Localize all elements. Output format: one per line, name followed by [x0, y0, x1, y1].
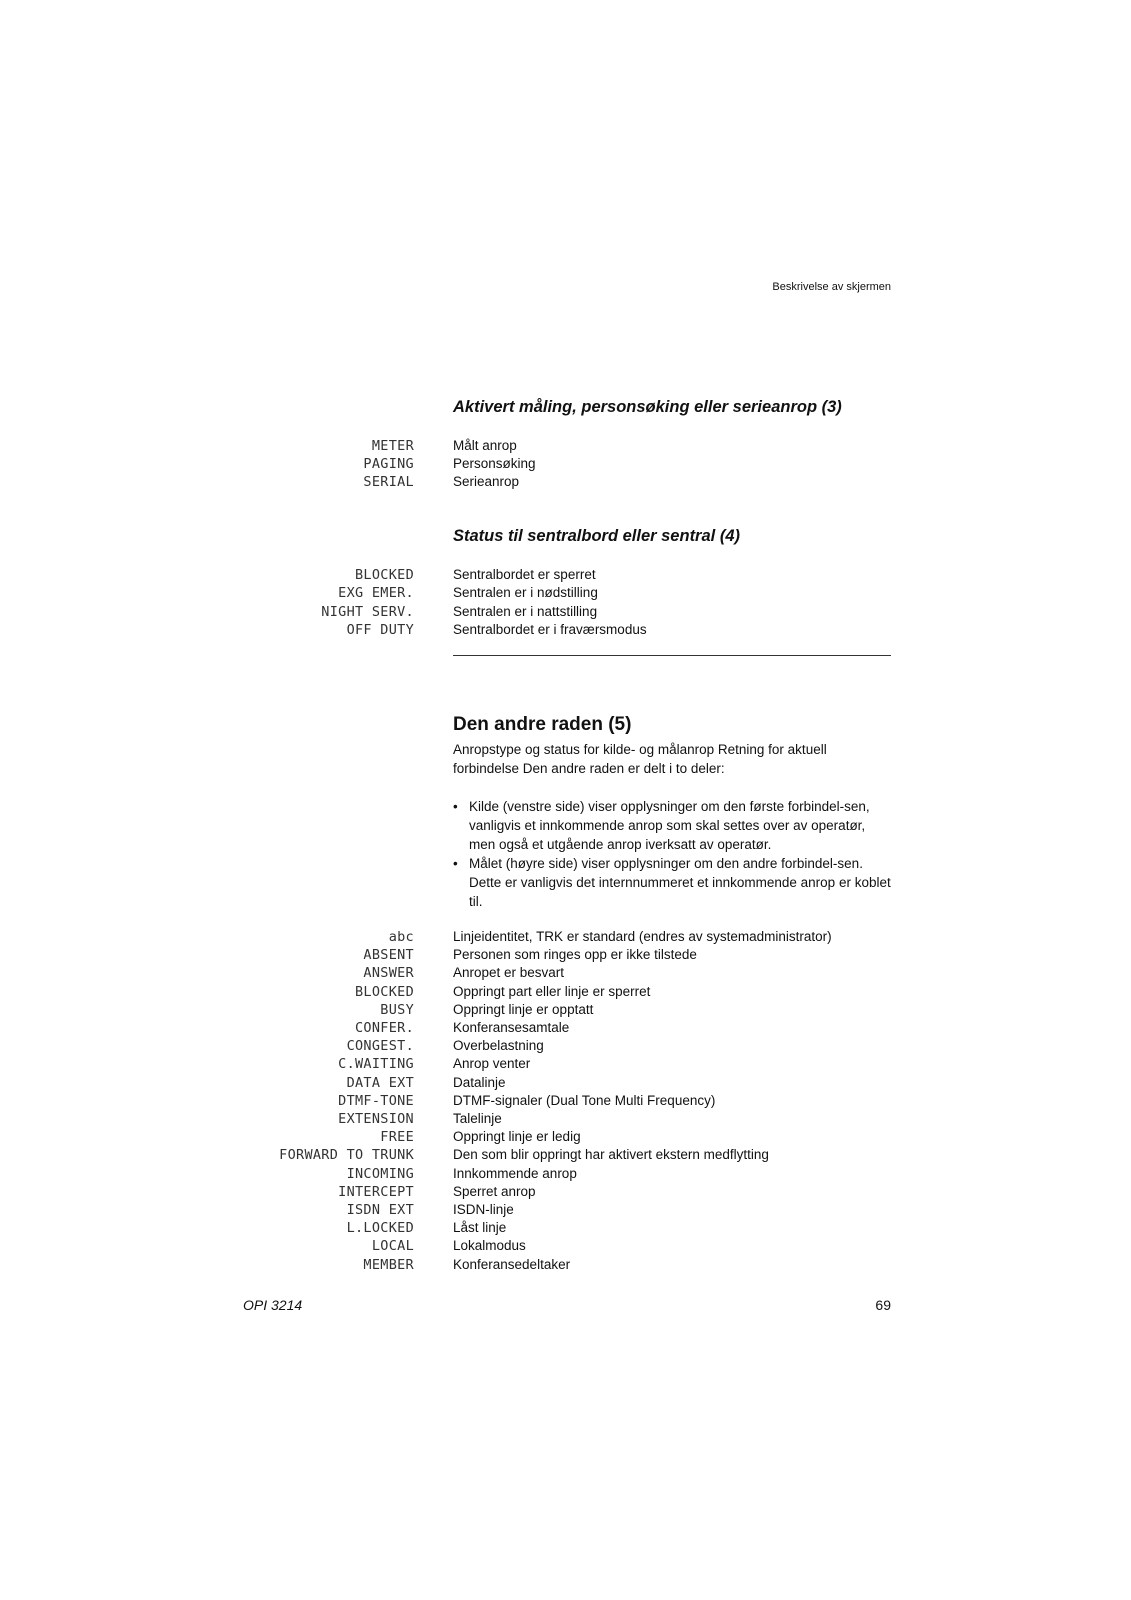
code-row — [0, 1037, 1131, 1055]
code-description: DTMF-signaler (Dual Tone Multi Frequency) — [453, 1092, 716, 1108]
bullet-text: Målet (høyre side) viser opplysninger om den andre forbindel-sen. Dette er vanligvis det internnummeret et innkommende anrop er koblet til. — [469, 856, 891, 909]
code-row — [0, 621, 1131, 639]
code-description: Overbelastning — [453, 1038, 544, 1054]
code-row — [0, 1146, 1131, 1164]
bullet-dot: • — [453, 856, 458, 871]
code-row — [0, 566, 1131, 584]
display-code: CONFER. — [355, 1020, 414, 1036]
display-code: ANSWER — [363, 965, 414, 982]
code-description: Anropet er besvart — [453, 965, 565, 981]
code-row — [0, 1128, 1131, 1146]
display-code: DATA EXT — [346, 1074, 414, 1091]
display-code: SERIAL — [363, 474, 414, 490]
code-description: Anrop venter — [453, 1056, 531, 1072]
display-code: FORWARD TO TRUNK — [279, 1147, 414, 1164]
code-description: Låst linje — [453, 1220, 507, 1236]
bullet-dot: • — [453, 799, 458, 814]
code-description: Konferansesamtale — [453, 1020, 570, 1035]
bullet-text: Kilde (venstre side) viser opplysninger om den første forbindel-sen, vanligvis et innkommende anrop som skal settes over av operatør, men også et utgående anrop iverksatt av operatør. — [469, 799, 870, 852]
code-row — [0, 1165, 1131, 1183]
display-code: INTERCEPT — [338, 1183, 414, 1200]
code-description: Sperret anrop — [453, 1183, 536, 1199]
code-description: Oppringt linje er ledig — [453, 1129, 581, 1145]
footer-product: OPI 3214 — [243, 1297, 303, 1313]
display-code: PAGING — [363, 456, 414, 472]
display-code: CONGEST. — [346, 1038, 414, 1055]
display-code: FREE — [380, 1129, 414, 1146]
code-description: Personsøking — [453, 456, 536, 471]
footer-page-number: 69 — [875, 1297, 891, 1313]
code-description: Serieanrop — [453, 474, 520, 489]
section-title-3: Aktivert måling, personsøking eller serieanrop (3) — [453, 398, 842, 416]
code-description: Lokalmodus — [453, 1238, 526, 1254]
code-row — [0, 437, 1131, 455]
code-row — [0, 603, 1131, 621]
code-description: Sentralen er i nattstilling — [453, 603, 598, 619]
code-row — [0, 584, 1131, 602]
code-description: Linjeidentitet, TRK er standard (endres av systemadministrator) — [453, 929, 832, 944]
section-5-bullets — [453, 797, 893, 911]
code-description: Sentralbordet er sperret — [453, 567, 596, 582]
display-code: L.LOCKED — [346, 1220, 414, 1237]
code-row — [0, 1237, 1131, 1255]
code-row — [0, 473, 1131, 491]
code-description: Målt anrop — [453, 438, 517, 453]
code-row — [0, 1201, 1131, 1219]
display-code: BLOCKED — [355, 567, 414, 583]
display-code: LOCAL — [371, 1238, 414, 1255]
code-row — [0, 946, 1131, 964]
section-title-5: Den andre raden (5) — [453, 714, 632, 735]
code-description: Sentralen er i nødstilling — [453, 585, 598, 601]
display-code: OFF DUTY — [346, 621, 414, 638]
code-row — [0, 1001, 1131, 1019]
code-row — [0, 983, 1131, 1001]
display-code: DTMF-TONE — [338, 1092, 414, 1109]
code-description: Sentralbordet er i fraværsmodus — [453, 621, 647, 637]
display-code: BUSY — [380, 1001, 414, 1018]
display-code: INCOMING — [346, 1165, 414, 1182]
display-code: ABSENT — [363, 947, 414, 964]
display-code: BLOCKED — [355, 983, 414, 1000]
code-row — [0, 928, 1131, 946]
code-row — [0, 1256, 1131, 1274]
section-title-4: Status til sentralbord eller sentral (4) — [453, 527, 740, 545]
display-code: EXTENSION — [338, 1111, 414, 1127]
code-description: Den som blir oppringt har aktivert ekstern medflytting — [453, 1147, 769, 1163]
section-5-intro: Anropstype og status for kilde- og målanrop Retning for aktuell forbindelse Den andre raden er delt i to deler: — [453, 742, 827, 776]
display-code: C.WAITING — [338, 1056, 414, 1073]
bullet-item — [453, 854, 893, 911]
code-row — [0, 1019, 1131, 1037]
code-description: Innkommende anrop — [453, 1165, 577, 1181]
bullet-item — [453, 797, 893, 854]
code-description: Talelinje — [453, 1111, 502, 1126]
display-code: abc — [388, 929, 414, 945]
code-row — [0, 1092, 1131, 1110]
display-code: EXG EMER. — [338, 585, 414, 602]
running-header: Beskrivelse av skjermen — [772, 281, 891, 293]
code-row — [0, 1183, 1131, 1201]
code-description: ISDN-linje — [453, 1202, 514, 1217]
display-code: MEMBER — [363, 1256, 414, 1273]
code-description: Oppringt part eller linje er sperret — [453, 983, 651, 999]
section-divider — [453, 655, 891, 656]
display-code: METER — [371, 438, 414, 454]
code-row — [0, 1219, 1131, 1237]
code-row — [0, 455, 1131, 473]
code-description: Datalinje — [453, 1074, 506, 1090]
code-description: Oppringt linje er opptatt — [453, 1001, 594, 1017]
code-description: Konferansedeltaker — [453, 1256, 571, 1272]
code-row — [0, 1055, 1131, 1073]
code-row — [0, 1110, 1131, 1128]
display-code: ISDN EXT — [346, 1202, 414, 1218]
code-description: Personen som ringes opp er ikke tilstede — [453, 947, 697, 963]
display-code: NIGHT SERV. — [321, 603, 414, 620]
code-row — [0, 1074, 1131, 1092]
code-row — [0, 964, 1131, 982]
